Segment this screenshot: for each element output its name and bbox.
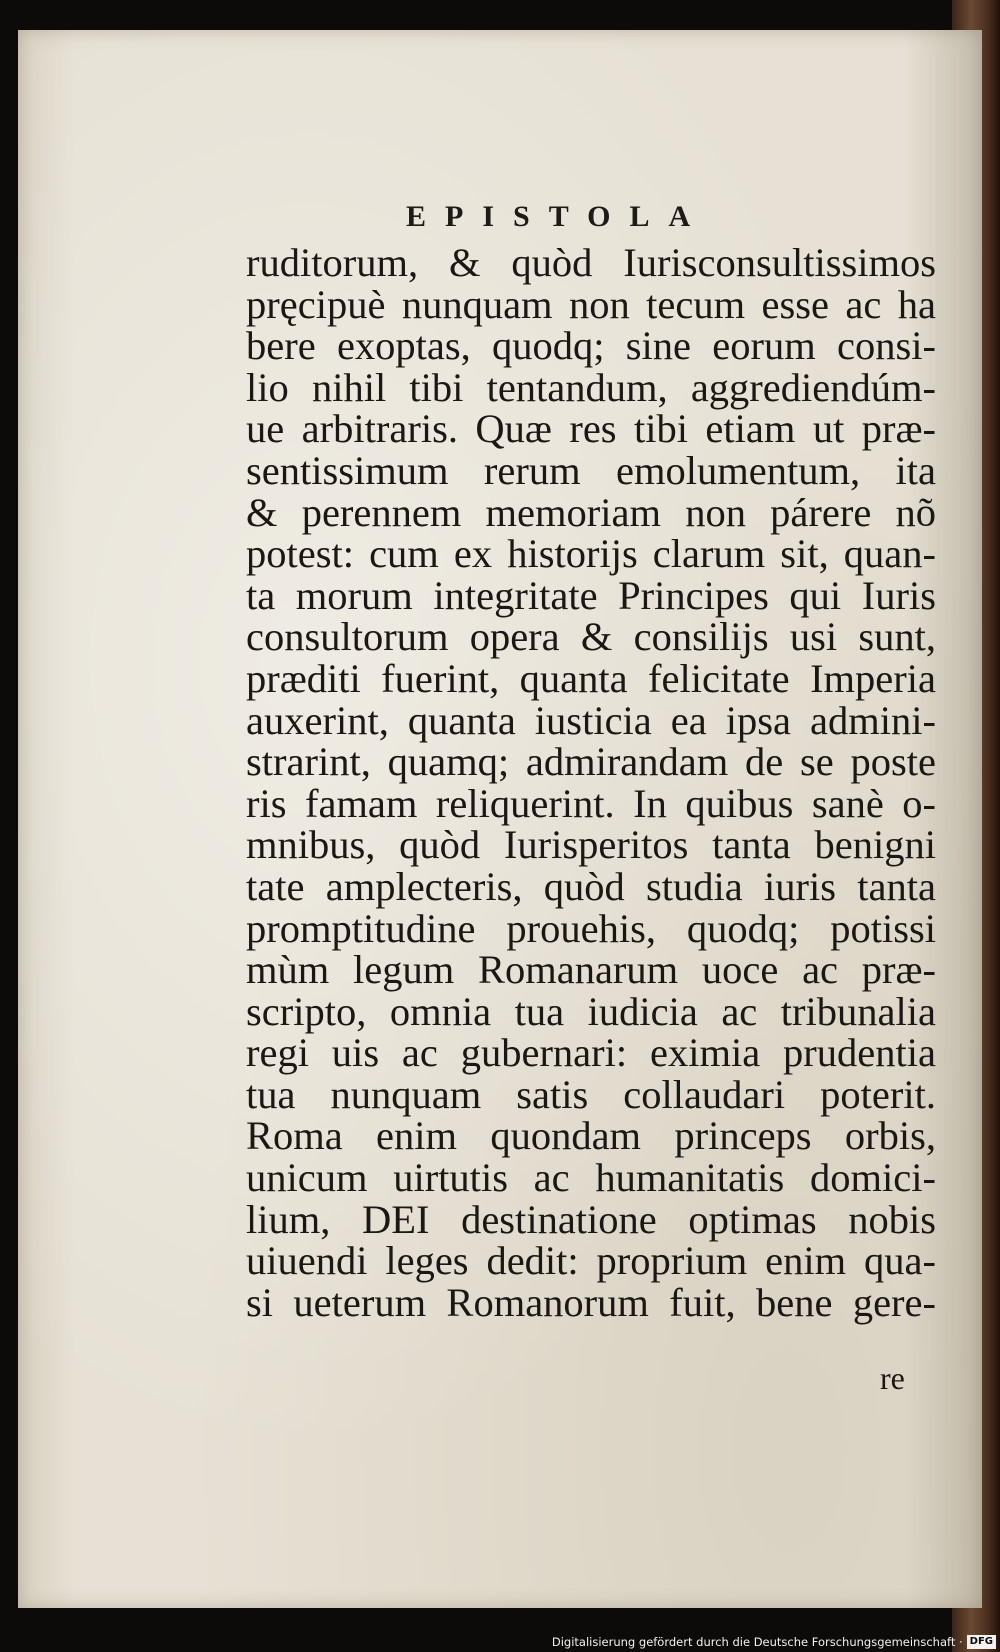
text-line: præditi fuerint, quanta felicitate Imperia: [246, 655, 936, 701]
text-line: bere exoptas, quodq; sine eorum consi-: [246, 323, 936, 369]
text-line: ris famam reliquerint. In quibus sanè o-: [246, 780, 936, 826]
text-line: & perennem memoriam non párere nõ: [246, 489, 936, 535]
book-page: [18, 30, 982, 1608]
text-line: lium, DEI destinatione optimas nobis: [246, 1196, 936, 1242]
text-line: mnibus, quòd Iurisperitos tanta benigni: [246, 822, 936, 868]
text-line: scripto, omnia tua iudicia ac tribunalia: [246, 988, 936, 1034]
text-line: pręcipuè nunquam non tecum esse ac ha: [246, 281, 936, 327]
footer-credit: [551, 1631, 1000, 1652]
text-line: ta morum integritate Principes qui Iuris: [246, 572, 936, 618]
text-line: uiuendi leges dedit: proprium enim qua-: [246, 1238, 936, 1284]
dfg-logo-icon: DFG: [967, 1635, 996, 1649]
catchword: re: [880, 1360, 905, 1396]
text-line: Roma enim quondam princeps orbis,: [246, 1113, 936, 1159]
text-line: tua nunquam satis collaudari poterit.: [246, 1071, 936, 1117]
text-line: regi uis ac gubernari: eximia prudentia: [246, 1030, 936, 1076]
text-line: mùm legum Romanarum uoce ac præ-: [246, 947, 936, 993]
text-line: potest: cum ex historijs clarum sit, quan-: [246, 531, 936, 577]
text-block: [246, 242, 936, 1323]
text-line: si ueterum Romanorum fuit, bene gere-: [246, 1279, 936, 1325]
running-head: EPISTOLA: [406, 200, 710, 233]
text-line: consultorum opera & consilijs usi sunt,: [246, 614, 936, 660]
text-line: strarint, quamq; admirandam de se poste: [246, 739, 936, 785]
footer-credit-text: Digitalisierung gefördert durch die Deutsche Forschungsgemeinschaft ·: [551, 1634, 963, 1649]
text-line: sentissimum rerum emolumentum, ita: [246, 447, 936, 493]
text-line: tate amplecteris, quòd studia iuris tanta: [246, 863, 936, 909]
text-line: ruditorum, & quòd Iurisconsultissimos: [246, 240, 936, 285]
text-line: unicum uirtutis ac humanitatis domici-: [246, 1155, 936, 1201]
text-line: promptitudine prouehis, quodq; potissi: [246, 905, 936, 951]
text-line: auxerint, quanta iusticia ea ipsa admini-: [246, 697, 936, 743]
text-line: ue arbitraris. Quæ res tibi etiam ut præ-: [246, 406, 936, 452]
text-line: lio nihil tibi tentandum, aggrediendúm-: [246, 364, 936, 410]
